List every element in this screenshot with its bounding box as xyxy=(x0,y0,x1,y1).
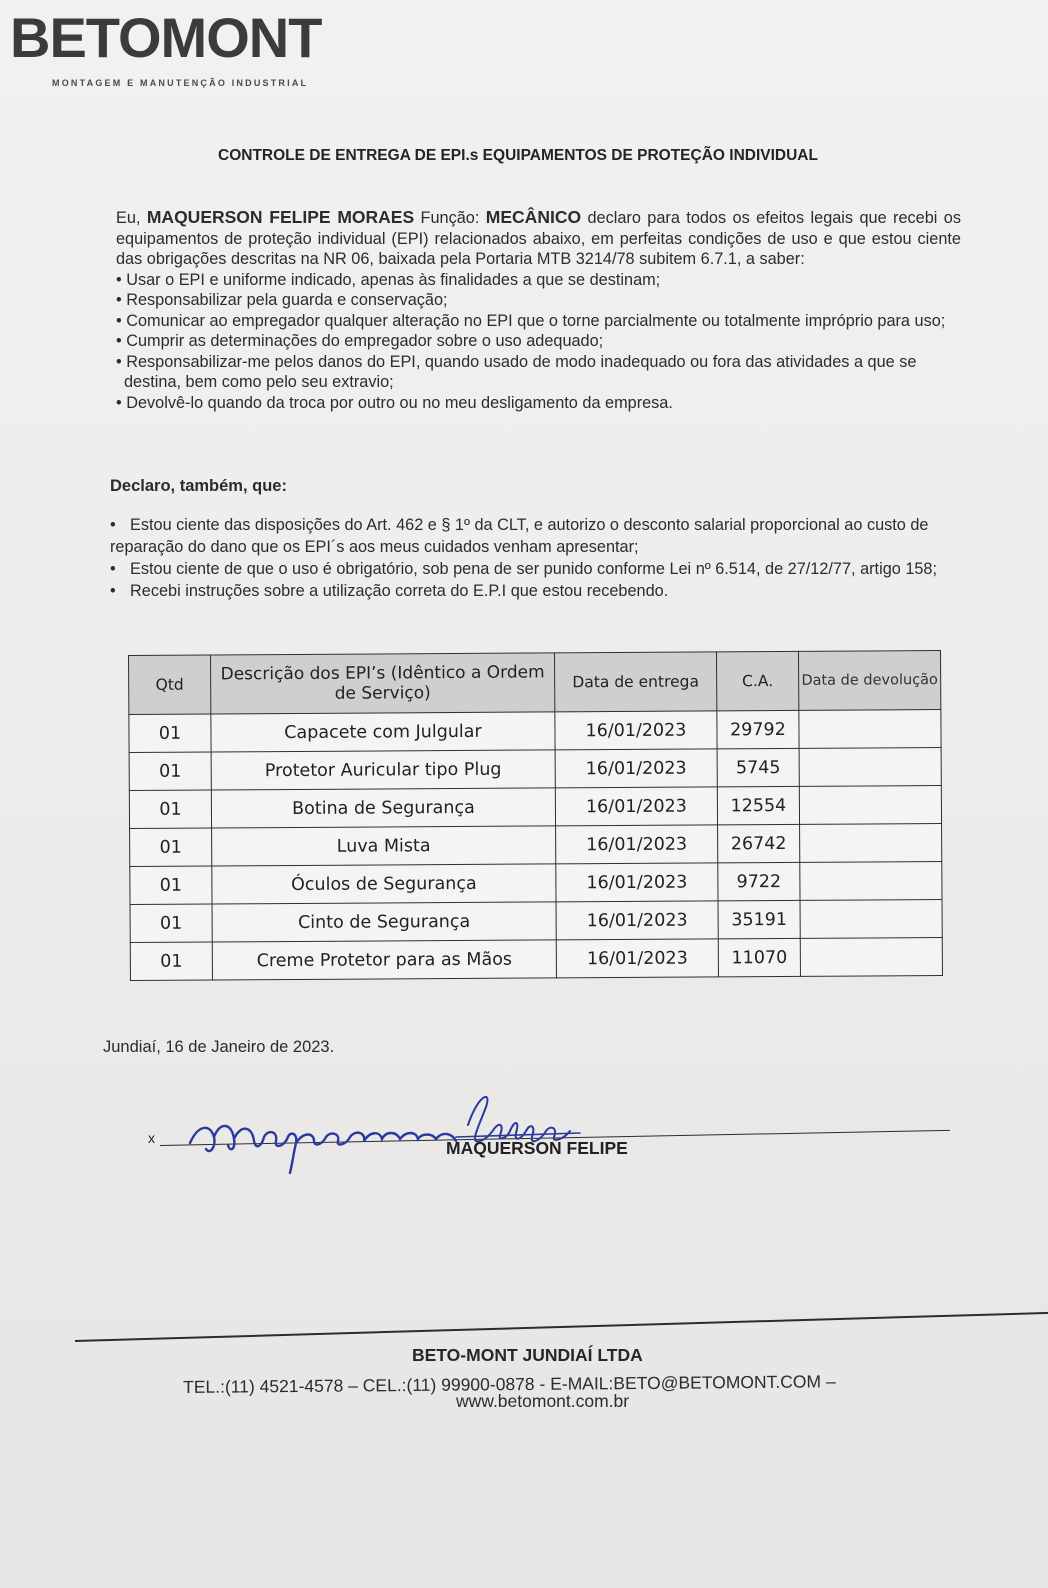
cell-data-devolucao xyxy=(800,824,942,863)
cell-qtd: 01 xyxy=(130,828,212,867)
cell-data-entrega: 16/01/2023 xyxy=(556,901,718,940)
declarations-list xyxy=(110,514,958,602)
function-value: MECÂNICO xyxy=(485,207,582,227)
declaration-text: Estou ciente de que o uso é obrigatório, sob pena de ser punido conforme Lei nº 6.514, de 27/12/77, artigo 158; xyxy=(130,560,938,578)
place-and-date: Jundiaí, 16 de Janeiro de 2023. xyxy=(103,1038,335,1056)
signer-name: MAQUERSON FELIPE xyxy=(446,1138,628,1158)
header-data-entrega: Data de entrega xyxy=(554,652,716,712)
declaration-item xyxy=(110,580,958,602)
obligation-item: • Responsabilizar pela guarda e conservação; xyxy=(116,291,448,309)
document-title: CONTROLE DE ENTREGA DE EPI.s EQUIPAMENTOS DE PROTEÇÃO INDIVIDUAL xyxy=(218,147,818,164)
obligation-item: • Comunicar ao empregador qualquer alteração no EPI que o torne parcialmente ou totalmente impróprio para uso; xyxy=(116,311,946,330)
declaration-text: Recebi instruções sobre a utilização correta do E.P.I que estou recebendo. xyxy=(130,582,669,600)
declaration-heading: Declaro, também, que: xyxy=(110,477,287,495)
cell-qtd: 01 xyxy=(130,866,212,905)
obligation-item: • Responsabilizar-me pelos danos do EPI, quando usado de modo inadequado ou fora das atividades a que se destina, bem como pelo seu extravio; xyxy=(116,352,917,391)
cell-data-devolucao xyxy=(800,900,942,939)
cell-descricao: Capacete com Julgular xyxy=(211,712,555,752)
cell-ca: 35191 xyxy=(718,900,800,939)
table-row xyxy=(130,938,942,981)
declaration-item xyxy=(110,514,958,558)
cell-descricao: Botina de Segurança xyxy=(211,788,555,828)
cell-data-devolucao xyxy=(800,938,942,977)
table-row xyxy=(130,824,942,867)
cell-data-entrega: 16/01/2023 xyxy=(556,825,718,864)
epi-table xyxy=(128,650,943,981)
function-label: Função: xyxy=(414,209,486,227)
obligation-item: • Devolvê-lo quando da troca por outro ou no meu desligamento da empresa. xyxy=(116,393,673,412)
cell-ca: 5745 xyxy=(717,748,799,787)
cell-qtd: 01 xyxy=(129,752,211,791)
table-row xyxy=(129,710,941,753)
cell-ca: 29792 xyxy=(717,710,799,749)
header-descricao: Descrição dos EPI’s (Idêntico a Ordem de Serviço) xyxy=(211,653,555,714)
footer-company-name: BETO-MONT JUNDIAÍ LTDA xyxy=(412,1345,643,1365)
cell-data-entrega: 16/01/2023 xyxy=(556,939,718,978)
bullet-icon: • xyxy=(110,582,116,600)
footer-contact-info: TEL.:(11) 4521-4578 – CEL.:(11) 99900-0878 - E-MAIL:BETO@BETOMONT.COM – xyxy=(183,1371,836,1397)
obligation-item: • Usar o EPI e uniforme indicado, apenas às finalidades a que se destinam; xyxy=(116,270,661,289)
cell-descricao: Luva Mista xyxy=(212,826,556,866)
cell-descricao: Cinto de Segurança xyxy=(212,902,556,942)
footer-divider xyxy=(75,1312,1048,1342)
header-data-devolucao: Data de devolução xyxy=(798,651,940,711)
cell-ca: 12554 xyxy=(717,786,799,825)
obligations-list xyxy=(116,270,961,414)
employee-name: MAQUERSON FELIPE MORAES xyxy=(146,207,415,227)
cell-qtd: 01 xyxy=(129,714,211,753)
header-qtd: Qtd xyxy=(129,655,211,714)
bullet-icon: • xyxy=(110,516,116,534)
declaration-body xyxy=(116,207,961,413)
declaration-item xyxy=(110,558,958,580)
table-row xyxy=(129,786,941,829)
table-header-row xyxy=(129,651,941,715)
obligation-item: • Cumprir as determinações do empregador sobre o uso adequado; xyxy=(116,332,604,350)
handwritten-signature xyxy=(180,1085,600,1175)
cell-descricao: Óculos de Segurança xyxy=(212,864,556,904)
cell-data-entrega: 16/01/2023 xyxy=(555,749,717,788)
cell-ca: 9722 xyxy=(718,862,800,901)
cell-descricao: Creme Protetor para as Mãos xyxy=(212,940,556,980)
cell-qtd: 01 xyxy=(130,942,212,981)
bullet-icon: • xyxy=(110,560,116,578)
table-row xyxy=(130,900,942,943)
cell-data-devolucao xyxy=(800,862,942,901)
cell-qtd: 01 xyxy=(129,790,211,829)
declaration-text: Estou ciente das disposições do Art. 462 e § 1º da CLT, e autorizo o desconto salarial proporcional ao custo de reparação do dano que os EPI´s aos meus cuidados venham apresentar; xyxy=(110,516,929,556)
cell-data-entrega: 16/01/2023 xyxy=(555,787,717,826)
cell-ca: 11070 xyxy=(718,938,800,977)
table-row xyxy=(129,748,941,791)
footer-website: www.betomont.com.br xyxy=(456,1391,630,1411)
cell-descricao: Protetor Auricular tipo Plug xyxy=(211,750,555,790)
company-logo: BETOMONT xyxy=(10,6,322,69)
cell-data-entrega: 16/01/2023 xyxy=(555,711,717,750)
cell-data-entrega: 16/01/2023 xyxy=(556,863,718,902)
cell-data-devolucao xyxy=(799,710,941,749)
company-logo-subtitle: MONTAGEM E MANUTENÇÃO INDUSTRIAL xyxy=(52,78,309,88)
cell-qtd: 01 xyxy=(130,904,212,943)
cell-ca: 26742 xyxy=(718,824,800,863)
header-ca: C.A. xyxy=(716,651,798,710)
table-row xyxy=(130,862,942,905)
intro-prefix: Eu, xyxy=(116,209,147,227)
cell-data-devolucao xyxy=(799,748,941,787)
intro-paragraph xyxy=(116,207,961,270)
signature-x-mark: x xyxy=(148,1130,155,1146)
cell-data-devolucao xyxy=(799,786,941,825)
intro-text: declaro para todos os efeitos legais que recebi os equipamentos de proteção individual (EPI) relacionados abaixo, em perfeitas condições de uso e que estou ciente das obrigações descritas na NR 06, baixada pela Portaria MTB 3214/78 subitem 6.7.1, a saber: xyxy=(116,209,961,268)
